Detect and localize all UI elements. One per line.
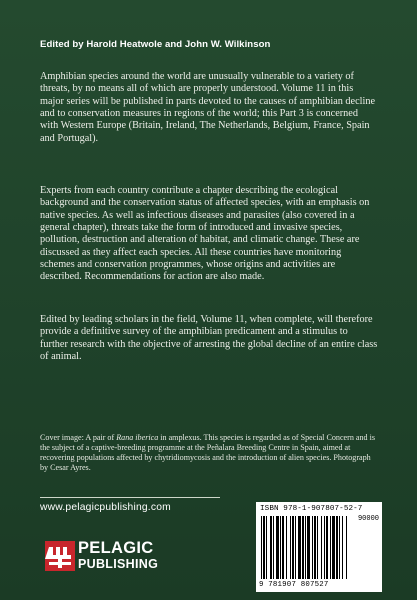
isbn-label: ISBN 978-1-907807-52-7 xyxy=(260,505,363,513)
publisher-name-line1: PELAGIC xyxy=(78,539,154,557)
barcode-digits: 9 781907 807527 xyxy=(259,581,329,589)
divider xyxy=(40,497,220,498)
pelagic-logo-icon xyxy=(45,541,75,571)
caption-rest: in amplexus. This species is regarded as of Special Concern and is the subject of a captive-breeding programme at the Peñalara Breeding Centre in Spain, aimed at recovering populations affected by chytridiomycosis and the introduction of alien species. Photograph by Cesar Ayres. xyxy=(40,433,376,473)
publisher-name-line2: PUBLISHING xyxy=(78,557,159,571)
publisher-name xyxy=(78,540,158,572)
caption-species: Rana iberica xyxy=(116,433,159,442)
cover-image-caption xyxy=(40,433,380,473)
editors-credit: Edited by Harold Heatwole and John W. Wilkinson xyxy=(40,39,271,50)
price-code: 90000 xyxy=(357,515,379,523)
caption-prefix: Cover image: A pair of xyxy=(40,433,117,442)
description-paragraph-1: Amphibian species around the world are unusually vulnerable to a variety of threats, by no means all of which are properly understood. Volume 11 in this major series will be published in parts devoted to the causes of amphibian decline and to conservation measures in regions of the world; this Part 3 is concerned with Western Europe (Britain, Ireland, The Netherlands, Belgium, France, Spain and Portugal). xyxy=(40,71,376,144)
barcode-bars-icon xyxy=(261,516,378,579)
isbn-barcode xyxy=(256,502,382,592)
description-paragraph-2: Experts from each country contribute a chapter describing the ecological background and the conservation status of affected species, with an emphasis on native species. As well as infectious diseases and parasites (also covered in a general chapter), threats take the form of introduced and invasive species, pollution, destruction and alteration of habitat, and climatic change. These are discussed as they affect each species. All these countries have monitoring schemes and conservation programmes, whose origins and activities are described. Recommendations for action are also made. xyxy=(40,185,370,283)
description-paragraph-3: Edited by leading scholars in the field, Volume 11, when complete, will therefore provide a definitive survey of the amphibian predicament and a stimulus to further research with the objective of arresting the global decline of an entire class of animal. xyxy=(40,314,378,363)
publisher-url[interactable]: www.pelagicpublishing.com xyxy=(40,502,171,513)
publisher-logo xyxy=(45,539,175,573)
